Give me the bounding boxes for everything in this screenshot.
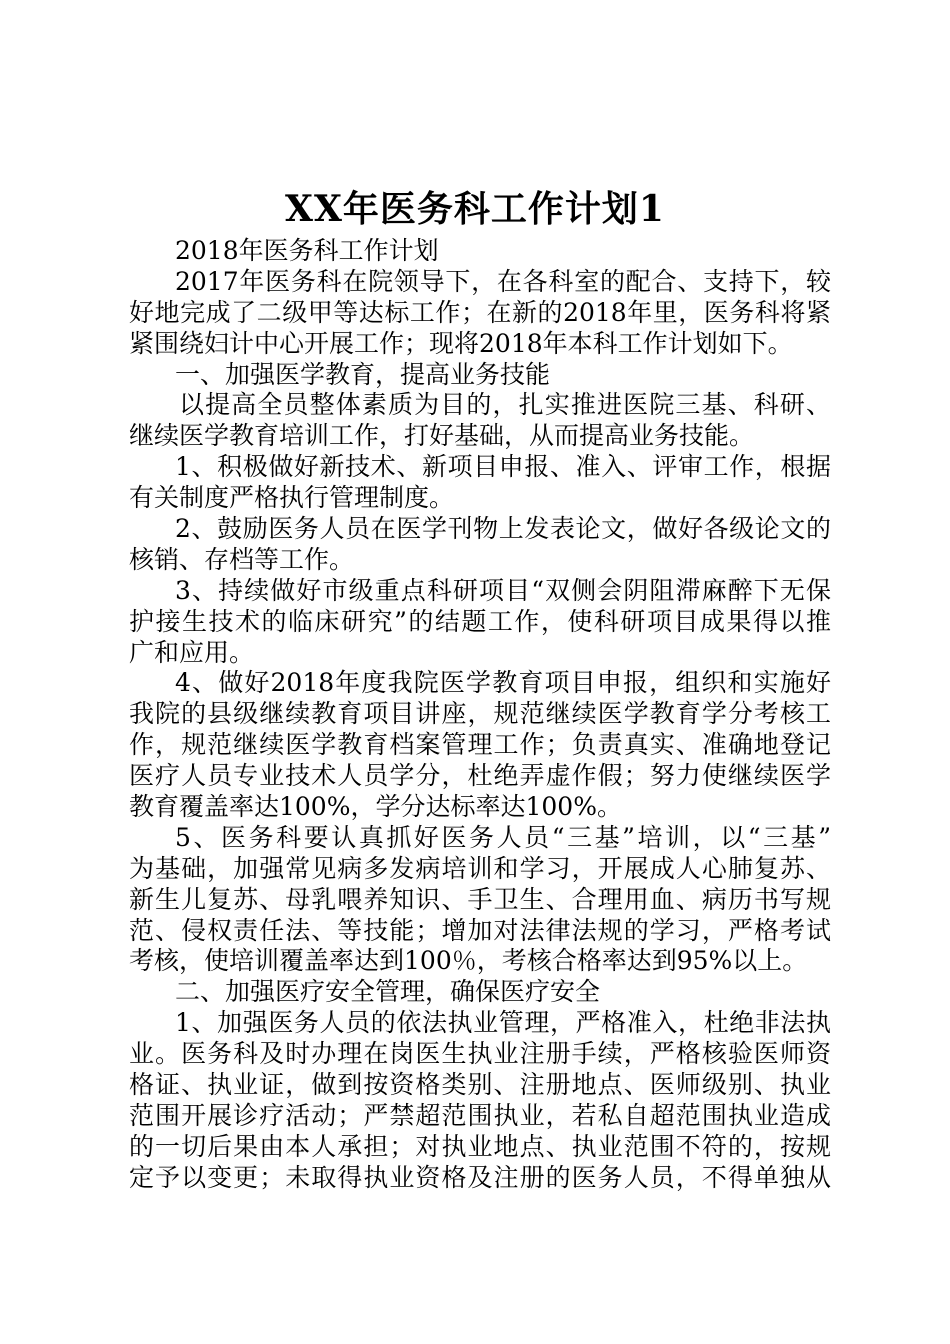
body-line: 格证、执业证，做到按资格类别、注册地点、医师级别、执业 [129,1070,831,1100]
body-line: 护接生技术的临床研究”的结题工作，使科研项目成果得以推 [129,606,831,636]
document-body [129,236,831,1194]
body-line: 核销、存档等工作。 [129,544,355,574]
body-line: 4、做好2018年度我院医学教育项目申报，组织和实施好 [175,668,831,698]
body-line: 的一切后果由本人承担；对执业地点、执业范围不符的，按规 [129,1131,831,1161]
body-line: 2018年医务科工作计划 [175,236,439,265]
document-title: XX年医务科工作计划1 [285,188,665,230]
body-line: 2017年医务科在院领导下，在各科室的配合、支持下，较 [175,266,831,296]
body-line: 继续医学教育培训工作，打好基础，从而提高业务技能。 [129,421,755,451]
body-line: 我院的县级继续教育项目讲座，规范继续医学教育学分考核工 [129,699,831,729]
body-line: 教育覆盖率达100%，学分达标率达100%。 [129,792,622,822]
body-line: 作，规范继续医学教育档案管理工作；负责真实、准确地登记 [129,730,831,760]
body-line: 业。医务科及时办理在岗医生执业注册手续，严格核验医师资 [129,1039,831,1069]
body-line: 新生儿复苏、母乳喂养知识、手卫生、合理用血、病历书写规 [129,884,831,914]
body-line: 广和应用。 [129,637,255,667]
body-line: 2、鼓励医务人员在医学刊物上发表论文，做好各级论文的 [175,514,831,544]
body-line: 范围开展诊疗活动；严禁超范围执业，若私自超范围执业造成 [129,1100,831,1130]
body-line: 医疗人员专业技术人员学分，杜绝弄虚作假；努力使继续医学 [129,761,831,791]
body-line: 有关制度严格执行管理制度。 [129,483,455,513]
body-line: 为基础，加强常见病多发病培训和学习，开展成人心肺复苏、 [129,853,831,883]
body-line: 1、加强医务人员的依法执业管理，严格准入，杜绝非法执 [175,1008,831,1038]
body-line: 紧围绕妇计中心开展工作；现将2018年本科工作计划如下。 [129,328,793,358]
body-line: 范、侵权责任法、等技能；增加对法律法规的学习，严格考试 [129,915,831,945]
body-line: 5、医务科要认真抓好医务人员“三基”培训，以“三基” [175,822,831,852]
body-line: 一、加强医学教育，提高业务技能 [175,359,551,389]
body-line: 1、积极做好新技术、新项目申报、准入、评审工作，根据 [175,452,831,482]
body-line: 二、加强医疗安全管理，确保医疗安全 [175,977,601,1007]
body-line: 考核，使培训覆盖率达到100％，考核合格率达到95%以上。 [129,946,808,976]
body-line: 定予以变更；未取得执业资格及注册的医务人员，不得单独从 [129,1162,831,1192]
body-line: 3、持续做好市级重点科研项目“双侧会阴阻滞麻醉下无保 [175,575,831,605]
body-line: 以提高全员整体素质为目的，扎实推进医院三基、科研、 [179,390,831,420]
body-line: 好地完成了二级甲等达标工作；在新的2018年里，医务科将紧 [129,297,831,327]
